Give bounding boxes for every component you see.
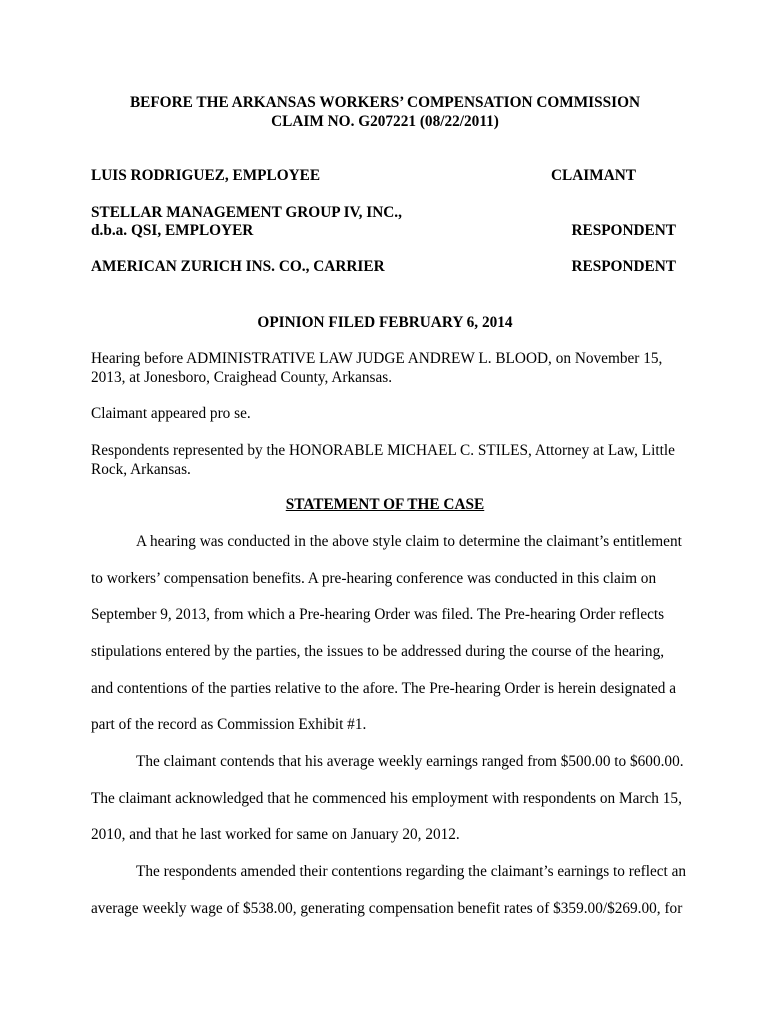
hearing-line-2: 2013, at Jonesboro, Craighead County, Arkansas. bbox=[91, 369, 393, 386]
body-line: to workers’ compensation benefits. A pre-hearing conference was conducted in this claim on bbox=[91, 570, 657, 587]
hearing-line-1: Hearing before ADMINISTRATIVE LAW JUDGE ANDREW L. BLOOD, on November 15, bbox=[91, 350, 663, 367]
body-line: The claimant contends that his average weekly earnings ranged from $500.00 to $600.00. bbox=[136, 753, 684, 770]
respondents-representation-line-2: Rock, Arkansas. bbox=[91, 461, 191, 478]
respondents-representation-line-1: Respondents represented by the HONORABLE MICHAEL C. STILES, Attorney at Law, Little bbox=[91, 442, 675, 459]
employer-name-line2: d.b.a. QSI, EMPLOYER bbox=[91, 222, 254, 239]
body-line: average weekly wage of $538.00, generating compensation benefit rates of $359.00/$269.00, for bbox=[91, 900, 683, 917]
carrier-name: AMERICAN ZURICH INS. CO., CARRIER bbox=[91, 258, 385, 275]
body-line: A hearing was conducted in the above style claim to determine the claimant’s entitlement bbox=[136, 533, 682, 550]
employee-role: CLAIMANT bbox=[551, 167, 636, 184]
employee-name: LUIS RODRIGUEZ, EMPLOYEE bbox=[91, 167, 321, 184]
body-line: and contentions of the parties relative to the afore. The Pre-hearing Order is herein designated a bbox=[91, 680, 677, 697]
body-line: The claimant acknowledged that he commenced his employment with respondents on March 15, bbox=[91, 790, 682, 807]
employer-name-line1: STELLAR MANAGEMENT GROUP IV, INC., bbox=[91, 204, 402, 221]
body-line: stipulations entered by the parties, the issues to be addressed during the course of the hearing, bbox=[91, 643, 665, 660]
employer-role: RESPONDENT bbox=[571, 222, 676, 239]
body-line: The respondents amended their contentions regarding the claimant’s earnings to reflect an bbox=[136, 863, 687, 880]
opinion-filed-date: OPINION FILED FEBRUARY 6, 2014 bbox=[257, 314, 513, 331]
body-line: part of the record as Commission Exhibit #1. bbox=[91, 716, 367, 733]
section-heading: STATEMENT OF THE CASE bbox=[285, 496, 485, 513]
commission-title: BEFORE THE ARKANSAS WORKERS’ COMPENSATION COMMISSION bbox=[129, 94, 641, 111]
claimant-appearance: Claimant appeared pro se. bbox=[91, 405, 251, 422]
body-line: September 9, 2013, from which a Pre-hearing Order was filed. The Pre-hearing Order reflects bbox=[91, 606, 665, 623]
body-line: 2010, and that he last worked for same on January 20, 2012. bbox=[91, 826, 460, 843]
claim-number: CLAIM NO. G207221 (08/22/2011) bbox=[271, 113, 499, 130]
carrier-role: RESPONDENT bbox=[571, 258, 676, 275]
